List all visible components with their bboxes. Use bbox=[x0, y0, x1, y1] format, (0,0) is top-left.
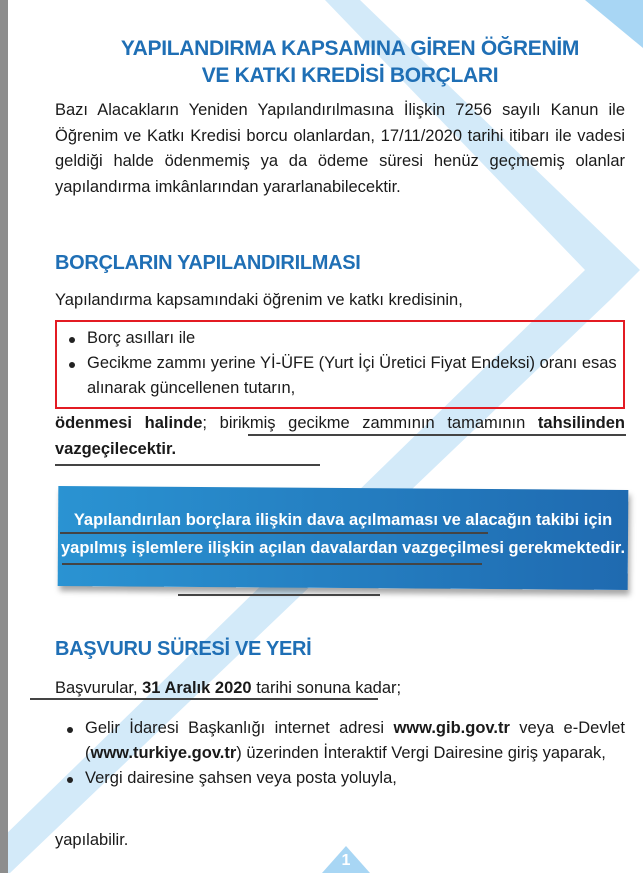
section-heading-restructuring: BORÇLARIN YAPILANDIRILMASI bbox=[55, 252, 361, 274]
list-item: Gecikme zammı yerine Yİ-ÜFE (Yurt İçi Üretici Fiyat Endeksi) oranı esas alınarak güncellenen tutarın, bbox=[57, 351, 623, 401]
closing-bold: ödenmesi halinde bbox=[55, 414, 203, 432]
deadline-date: 31 Aralık 2020 bbox=[142, 679, 252, 697]
title-line-2: VE KATKI KREDİSİ BORÇLARI bbox=[201, 64, 499, 87]
title-line-1: YAPILANDIRMA KAPSAMINA GİREN ÖĞRENİM bbox=[120, 37, 580, 60]
intro-paragraph: Bazı Alacakların Yeniden Yapılandırılmasına İlişkin 7256 sayılı Kanun ile Öğrenim ve Katkı Kredisi borcu olanlardan, 17/11/2020 tarihi itibarı ile vadesi geldiği halde ödenmemiş ya da ödeme süresi henüz geçmemiş olanlar yapılandırma imkânlarından yararlanabilecektir. bbox=[55, 101, 625, 196]
item-text-2: veya e-Devlet ( bbox=[85, 719, 625, 762]
underline bbox=[62, 563, 482, 565]
lead-text: Başvurular, bbox=[55, 679, 143, 697]
list-item: Vergi dairesine şahsen veya posta yoluyla, bbox=[55, 766, 625, 791]
underline bbox=[248, 434, 626, 436]
underline bbox=[178, 594, 380, 596]
closing-bold-2: tahsilinden vazgeçilecektir. bbox=[55, 414, 625, 458]
section1-closing bbox=[55, 411, 625, 462]
page-number: 1 bbox=[341, 852, 351, 869]
list-item: Borç asılları ile bbox=[57, 326, 623, 351]
closing-text: ; birikmiş gecikme zammının tamamının bbox=[202, 414, 538, 432]
gib-link[interactable]: www.gib.gov.tr bbox=[393, 719, 510, 737]
list-item bbox=[55, 716, 625, 766]
notice-banner-text: Yapılandırılan borçlara ilişkin dava açılmaması ve alacağın takibi için yapılmış işlemlere ilişkin açılan davalardan vazgeçilmesi gerekmektedir. bbox=[60, 511, 626, 557]
lead-text-2: tarihi sonuna kadar; bbox=[251, 679, 402, 697]
underline bbox=[60, 532, 488, 534]
item-text-3: ) üzerinden İnteraktif Vergi Dairesine giriş yaparak, bbox=[236, 744, 606, 762]
highlight-box bbox=[55, 320, 625, 409]
turkiye-link[interactable]: www.turkiye.gov.tr bbox=[90, 744, 237, 762]
item-text: Gelir İdaresi Başkanlığı internet adresi bbox=[85, 719, 394, 737]
underline bbox=[30, 698, 378, 700]
page-title bbox=[60, 35, 640, 89]
section2-closing: yapılabilir. bbox=[55, 831, 129, 849]
underline bbox=[55, 464, 320, 466]
section1-lead: Yapılandırma kapsamındaki öğrenim ve katkı kredisinin, bbox=[55, 291, 463, 309]
section-heading-application: BAŞVURU SÜRESİ VE YERİ bbox=[55, 638, 312, 660]
